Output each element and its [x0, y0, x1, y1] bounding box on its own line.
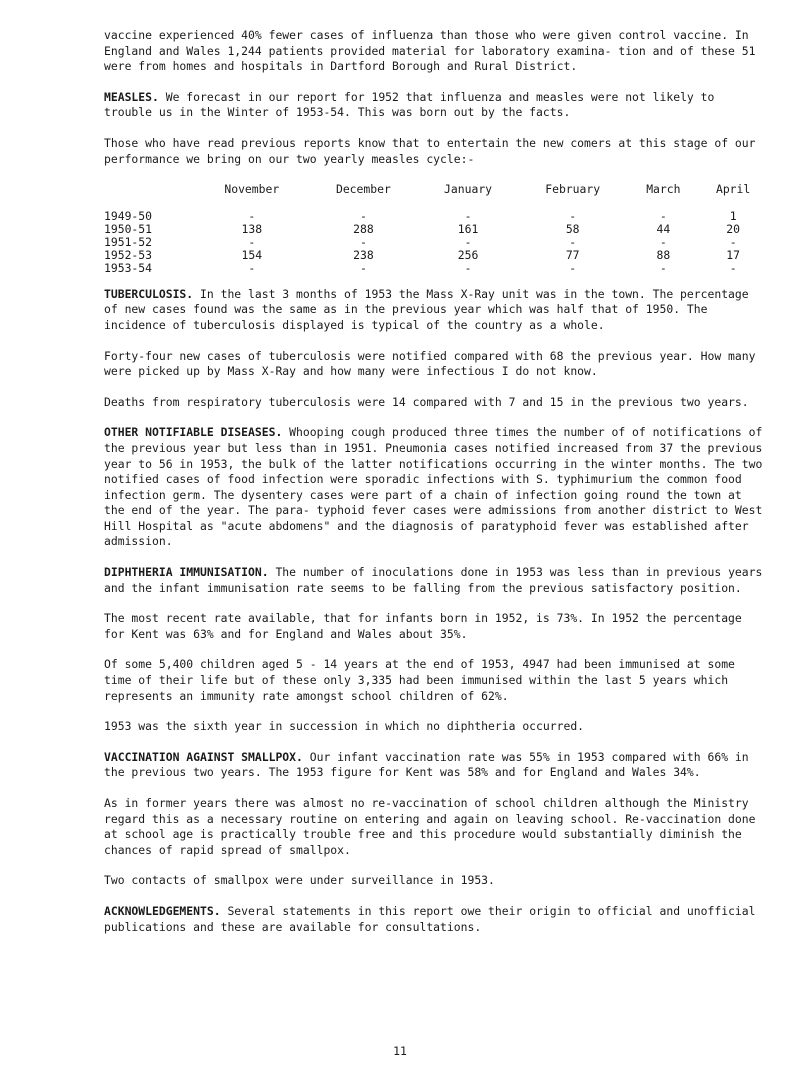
count-cell: 138 — [241, 221, 263, 236]
count-cell: 288 — [353, 221, 374, 236]
tuberculosis-heading: TUBERCULOSIS. — [104, 286, 194, 301]
month-header: April — [715, 182, 751, 197]
year-cell: 1951-52 — [104, 234, 153, 249]
tuberculosis-text: In the last 3 months of 1953 the Mass X-Ray unit was in the town. The percentage of new cases found was the same as in the previous year which was half that of 1950. The incidence of tuberculosis displayed is typical of the country as a whole. — [104, 286, 749, 332]
count-cell: 20 — [726, 221, 740, 236]
paragraph-measles-cycle: Those who have read previous reports know that to entertain the new comers at this stage of our performance we bring on our two yearly measles cycle:- — [104, 135, 756, 166]
count-cell: - — [729, 234, 737, 249]
count-cell: 77 — [565, 247, 580, 262]
other-diseases-heading: OTHER NOTIFIABLE DISEASES. — [104, 425, 283, 440]
count-cell: 1 — [729, 208, 737, 223]
month-header: January — [444, 182, 493, 197]
count-cell: - — [569, 208, 577, 223]
acknowledgements-text: Several statements in this report owe their origin to official and unofficial publications and these are available for consultations. — [104, 903, 756, 934]
table-row — [104, 249, 768, 262]
year-cell: 1949-50 — [104, 208, 153, 223]
measles-heading: MEASLES. — [104, 89, 159, 104]
table-row — [104, 223, 768, 236]
table-row — [104, 236, 768, 249]
count-cell: - — [464, 208, 472, 223]
paragraph-acknowledgements — [104, 904, 766, 935]
month-header: February — [545, 182, 601, 197]
paragraph-other-diseases — [104, 425, 766, 550]
count-cell: 88 — [656, 247, 671, 262]
smallpox-text: Our infant vaccination rate was 55% in 1953 compared with 66% in the previous two years. The 1953 figure for Kent was 58% and for England and Wales 34%. — [104, 749, 749, 780]
diphtheria-text: The number of inoculations done in 1953 was less than in previous years and the infant immunisation rate seems to be falling from the previous satisfactory position. — [104, 565, 763, 595]
count-cell: - — [659, 260, 667, 275]
count-cell: - — [359, 260, 367, 275]
year-header — [104, 182, 196, 210]
count-cell: 256 — [457, 247, 479, 262]
measles-text: We forecast in our report for 1952 that influenza and measles were not likely to trouble us in the Winter of 1953-54. This was born out by the facts. — [104, 89, 715, 120]
acknowledgements-heading: ACKNOWLEDGEMENTS. — [104, 903, 221, 918]
count-cell: 238 — [353, 247, 374, 262]
count-cell: - — [464, 234, 472, 249]
paragraph-influenza: vaccine experienced 40% fewer cases of influenza than those who were given control vaccine. In England and Wales 1,244 patients provided material for laboratory examina- tion and of these 51 were from homes and hospitals in Dartford Borough and Rural District. — [104, 28, 756, 74]
table-row — [104, 262, 768, 275]
count-cell: - — [248, 208, 256, 223]
count-cell: 58 — [565, 221, 580, 236]
month-header: December — [335, 182, 391, 197]
count-cell: - — [569, 260, 577, 275]
count-cell: - — [729, 260, 737, 275]
count-cell: - — [569, 234, 577, 249]
page-number: 11 — [393, 1044, 407, 1058]
diphtheria-heading: DIPHTHERIA IMMUNISATION. — [104, 565, 269, 580]
count-cell: 17 — [726, 247, 740, 262]
count-cell: - — [248, 234, 256, 249]
paragraph-diphtheria — [104, 565, 766, 596]
smallpox-heading: VACCINATION AGAINST SMALLPOX. — [104, 749, 303, 764]
count-cell: - — [659, 234, 667, 249]
paragraph-contacts: Two contacts of smallpox were under surveillance in 1953. — [104, 873, 495, 888]
paragraph-tb-cases: Forty-four new cases of tuberculosis were notified compared with 68 the previous year. How many were picked up by Mass X-Ray and how many were infectious I do not know. — [104, 348, 756, 379]
paragraph-revaccination: As in former years there was almost no re-vaccination of school children although the Ministry regard this as a necessary routine on entering and again on leaving school. Re-vaccination done at school age is practically trouble free and this procedure would substantially diminish the chances of rapid spread of smallpox. — [104, 796, 756, 857]
paragraph-smallpox — [104, 750, 766, 781]
month-header: November — [224, 182, 280, 197]
paragraph-tuberculosis — [104, 287, 766, 334]
count-cell: - — [359, 234, 367, 249]
document-body — [104, 28, 766, 950]
paragraph-immunisation-rate: The most recent rate available, that for infants born in 1952, is 73%. In 1952 the percentage for Kent was 63% and for England and Wales about 35%. — [104, 611, 742, 641]
count-cell: - — [659, 208, 667, 223]
count-cell: - — [359, 208, 367, 223]
table-row — [104, 210, 768, 223]
count-cell: 161 — [457, 221, 479, 236]
month-header: March — [646, 182, 681, 197]
count-cell: 44 — [656, 221, 671, 236]
count-cell: - — [248, 260, 256, 275]
year-cell: 1953-54 — [104, 260, 153, 275]
other-diseases-text: Whooping cough produced three times the number of of notifications of the previous year but less than in 1951. Pneumonia cases notified increased from 37 the previous year to 56 in 1953, the bulk of the latter notifications occurring in the winter months. The two notified cases of food infection were sporadic infections with S. typhimurium the common food infection germ. The dysentery cases were part of a chain of infection going round the town at the end of the year. The para- typhoid fever cases were admissions from another district to West Hill Hospital as "acute abdomens" and the diagnosis of paratyphoid fever was established after admission. — [104, 425, 763, 549]
count-cell: - — [464, 260, 472, 275]
table-header-row — [104, 182, 768, 210]
count-cell: 154 — [241, 247, 263, 262]
paragraph-school-children: Of some 5,400 children aged 5 - 14 years at the end of 1953, 4947 had been immunised at some time of their life but of these only 3,335 had been immunised within the last 5 years which represents an immunity rate amongst school children of 62%. — [104, 657, 735, 703]
year-cell: 1950-51 — [104, 221, 153, 236]
paragraph-tb-deaths: Deaths from respiratory tuberculosis were 14 compared with 7 and 15 in the previous two years. — [104, 394, 749, 409]
paragraph-no-diphtheria: 1953 was the sixth year in succession in which no diphtheria occurred. — [104, 719, 585, 734]
paragraph-measles — [104, 90, 766, 121]
year-cell: 1952-53 — [104, 247, 153, 262]
measles-table — [104, 182, 768, 275]
